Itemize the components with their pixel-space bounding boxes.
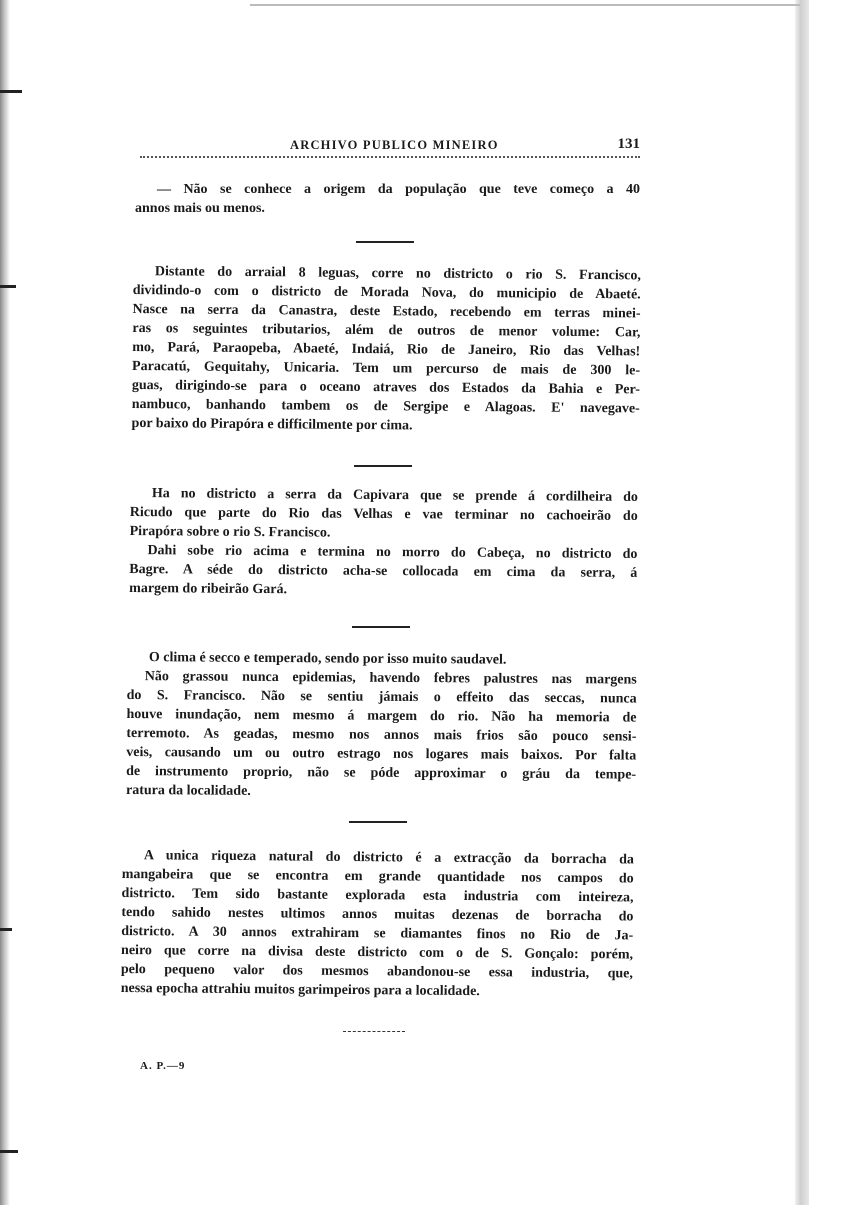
text-line: veis, causando um ou outro estrago nos logares mais baixos. Por falta — [126, 744, 637, 764]
page-edge-left — [0, 0, 10, 1205]
text-line: Ricudo que parte do Rio das Velhas e vae terminar no cachoeirão do — [129, 504, 638, 524]
text-line: — Não se conhece a origem da população que teve começo a 40 — [157, 182, 640, 197]
paragraph — [126, 648, 637, 804]
running-head — [140, 134, 640, 158]
paragraph — [129, 484, 638, 602]
end-separator — [343, 1031, 405, 1033]
paragraph — [135, 180, 640, 218]
text-line: de instrumento proprio, não se póde approximar o gráu da tempe- — [126, 763, 637, 783]
scan-mark — [0, 90, 22, 93]
text-line: O clima é secco e temperado, sendo por isso muito saudavel. — [148, 650, 507, 668]
text-line: Ha no districto a serra da Capivara que se prende á cordilheira do — [151, 486, 638, 505]
text-line: Dahi sobe rio acima e termina no morro do Cabeça, no districto do — [147, 543, 638, 562]
top-rule — [250, 4, 800, 6]
text-line: por baixo do Pirapóra e difficilmente por cima. — [131, 415, 413, 434]
text-line: tendo sahido nestes ultimos annos muitas dezenas de borracha do — [121, 904, 634, 925]
text-line: districto. Tem sido bastante explorada esta industria com inteireza, — [121, 885, 634, 906]
text-line: terremoto. As geadas, mesmo nos annos mais frios são pouco sensi- — [126, 725, 637, 745]
text-line: dividindo-o com o districto de Morada Nova, do municipio de Abaeté. — [132, 282, 641, 303]
page-number: 131 — [617, 136, 640, 152]
text-line: mo, Pará, Paraopeba, Abaeté, Indaiá, Rio de Janeiro, Rio das Velhas! — [132, 339, 641, 360]
header-rule — [140, 156, 640, 158]
text-line: guas, dirigindo-se para o oceano atraves dos Estados da Bahia e Per- — [131, 377, 640, 398]
text-line: mangabeira que se encontra em grande quantidade nos campos do — [121, 866, 634, 887]
text-line: Distante do arraial 8 leguas, corre no districto o rio S. Francisco, — [154, 264, 641, 284]
text-line: districto. A 30 annos extrahiram se diamantes finos no Rio de Ja- — [121, 923, 634, 944]
signature-mark: A. P.—9 — [140, 1060, 186, 1072]
text-line: ratura da localidade. — [125, 782, 251, 799]
text-line: annos mais ou menos. — [135, 201, 265, 216]
text-line: houve inundação, nem mesmo á margem do rio. Não ha memoria de — [126, 706, 637, 726]
scan-mark — [0, 928, 12, 931]
text-line: nessa epocha attrahiu muitos garimpeiros para a localidade. — [120, 980, 480, 1000]
text-line: Não grassou nunca epidemias, havendo febres palustres nas margens — [144, 669, 637, 688]
text-line: Paracatú, Gequitahy, Unicaria. Tem um percurso de mais de 300 le- — [132, 358, 641, 379]
section-separator — [354, 465, 412, 467]
text-line: margem do ribeirão Gará. — [129, 580, 288, 598]
scan-mark — [0, 285, 16, 288]
text-line: A unica riqueza natural do districto é a extracção da borracha da — [143, 848, 634, 868]
section-separator — [356, 241, 414, 243]
scan-mark — [0, 1150, 18, 1153]
text-line: do S. Francisco. Não se sentiu jámais o effeito das seccas, nunca — [126, 687, 637, 707]
text-line: pelo pequeno valor dos mesmos abandonou-se essa industria, que, — [120, 961, 633, 982]
text-line: Bagre. A séde do districto acha-se collocada em cima da serra, á — [129, 561, 638, 581]
section-separator — [349, 821, 407, 823]
paragraph — [132, 262, 641, 437]
running-title: ARCHIVO PUBLICO MINEIRO — [290, 138, 499, 152]
text-line: neiro que corre na divisa deste districto com o de S. Gonçalo: porém, — [121, 942, 634, 963]
text-line: ras os seguintes tributarios, além de outros de menor volume: Car, — [132, 320, 641, 341]
paragraph — [121, 846, 634, 1002]
text-line: Nasce na serra da Canastra, deste Estado, recebendo em terras minei- — [132, 301, 641, 322]
section-separator — [352, 626, 410, 628]
page-edge-right — [795, 0, 809, 1205]
text-line: Pirapóra sobre o rio S. Francisco. — [129, 523, 331, 541]
text-line: nambuco, banhando tambem os de Sergipe e Alagoas. E' navegave- — [131, 396, 640, 417]
